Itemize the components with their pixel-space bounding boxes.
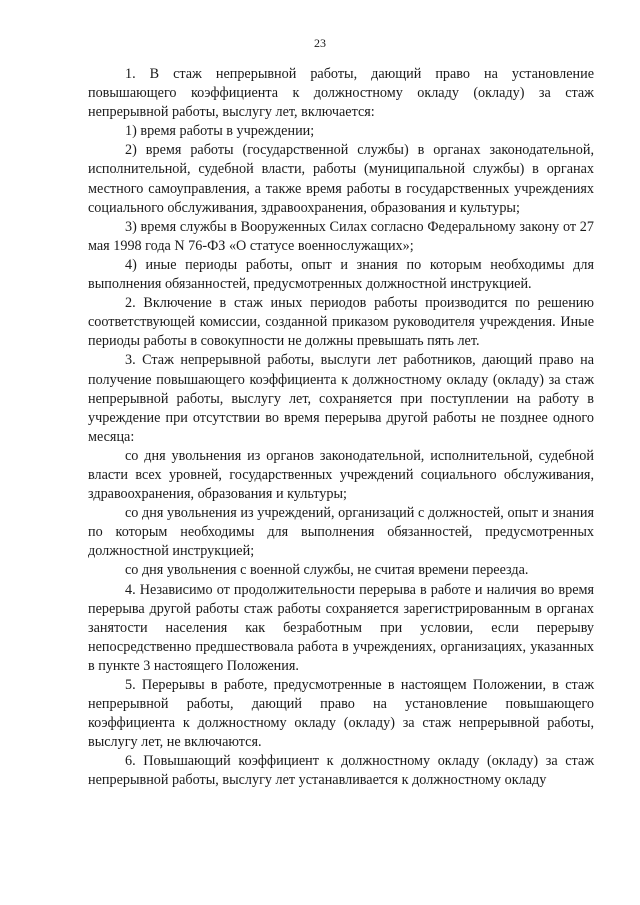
paragraph-item-1: 1) время работы в учреждении; <box>125 123 315 140</box>
paragraph-clause-4: 4. Независимо от продолжительности перерыва в работе и наличия во время перерыва другой работы стаж работы сохраняется зарегистрированным в органах занятости населения как безработным при условии, если перерыву непосредственно предшествовала работа в учреждениях, организациях, указанных в пункте 3 настоящего Положения. <box>88 581 594 674</box>
page-number: 23 <box>314 36 326 50</box>
paragraph-clause-3-case-2: со дня увольнения из учреждений, организаций с должностей, опыт и знания по которым необходимы для выполнения обязанностей, предусмотренных должностной инструкцией; <box>88 505 594 560</box>
paragraph-clause-3: 3. Стаж непрерывной работы, выслуги лет работников, дающий право на получение повышающего коэффициента к должностному окладу (окладу) за стаж непрерывной работы, выслугу лет, сохраняется при поступлении на работу в учреждение при отсутствии во время перерыва другой работы не позднее одного месяца: <box>88 352 594 445</box>
paragraph-clause-6: 6. Повышающий коэффициент к должностному окладу (окладу) за стаж непрерывной работы, выслугу лет устанавливается к должностному окладу <box>88 753 594 789</box>
paragraph-clause-2: 2. Включение в стаж иных периодов работы производится по решению соответствующей комиссии, созданной приказом руководителя учреждения. Иные периоды работы в совокупности не должны превышать пять лет. <box>88 295 594 350</box>
paragraph-clause-3-case-1: со дня увольнения из органов законодательной, исполнительной, судебной власти всех уровней, государственных учреждений социального обслуживания, здравоохранения, образования и культуры; <box>88 447 594 503</box>
document-body <box>88 65 594 791</box>
paragraph-item-4: 4) иные периоды работы, опыт и знания по которым необходимы для выполнения обязанностей, предусмотренных должностной инструкцией. <box>88 256 594 293</box>
paragraph-item-2: 2) время работы (государственной службы) в органах законодательной, исполнительной, судебной власти, работы (муниципальной службы) в органах местного самоуправления, а также время работы в государственных учреждениях социального обслуживания, здравоохранения, образования и культуры; <box>88 142 594 216</box>
paragraph-clause-1: 1. В стаж непрерывной работы, дающий право на установление повышающего коэффициента к должностному окладу (окладу) за стаж непрерывной работы, выслугу лет, включается: <box>88 66 594 121</box>
paragraph-clause-3-case-3: со дня увольнения с военной службы, не считая времени переезда. <box>125 562 529 579</box>
paragraph-item-3: 3) время службы в Вооруженных Силах согласно Федеральному закону от 27 мая 1998 года N 76-ФЗ «О статусе военнослужащих»; <box>88 218 594 254</box>
paragraph-clause-5: 5. Перерывы в работе, предусмотренные в настоящем Положении, в стаж непрерывной работы, дающий право на установление повышающего коэффициента к должностному окладу (окладу) за стаж непрерывной работы, выслугу лет, не включаются. <box>88 677 594 751</box>
